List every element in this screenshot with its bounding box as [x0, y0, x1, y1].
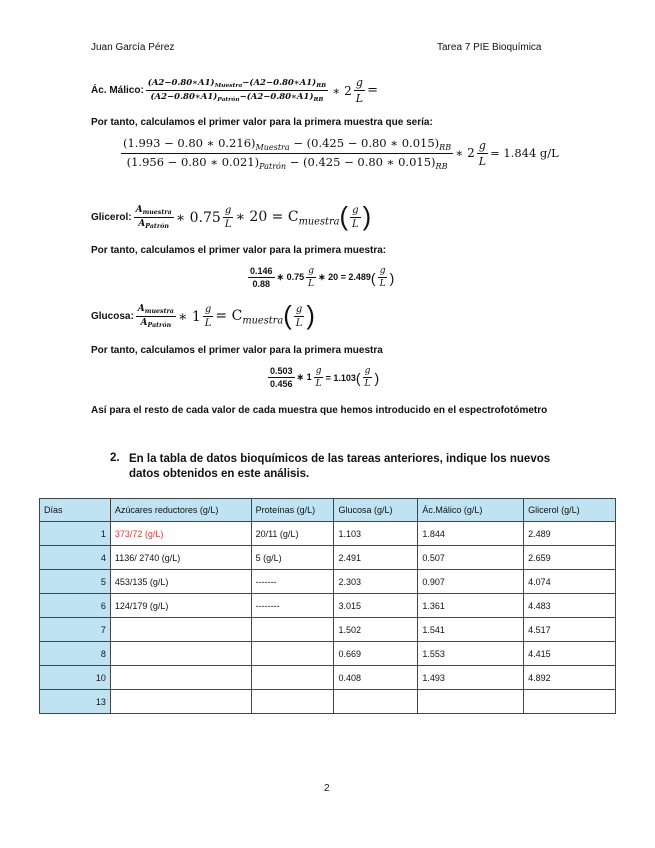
table-cell: 0.408 — [334, 666, 418, 690]
table-row — [40, 522, 616, 546]
table-cell: 1136/ 2740 (g/L) — [110, 546, 251, 570]
day-cell: 1 — [40, 522, 111, 546]
paragraph-4: Así para el resto de cada valor de cada muestra que hemos introducido en el espectrofotómetro — [91, 405, 548, 416]
malico-calc: $\frac{(1.993 - 0.80 ∗ 0.216)_{Muestra} - (0.425 - 0.80 ∗ 0.015)_{RB}}{(1.956 - 0.80 ∗ 0.021)_{Patrón} - (0.425 - 0.80 ∗ 0.015)_{RB}}$ ∗ 2 $\frac{g}{L}$ = 1.844 g/L — [123, 136, 559, 171]
table-cell — [251, 642, 334, 666]
glicerol-calc: $\frac{0.146}{0.88}$ ∗ 0.75 $\frac{g}{L}$ ∗ 20 = 2.489 ( $\frac{g}{L}$ ) — [250, 266, 395, 289]
table-row — [40, 618, 616, 642]
table-cell: 4.415 — [524, 642, 616, 666]
table-row — [40, 690, 616, 714]
table-cell: 1.361 — [418, 594, 524, 618]
table-cell: 373/72 (g/L) — [110, 522, 251, 546]
table-cell: 4.892 — [524, 666, 616, 690]
glucosa-formula: Glucosa: $\frac{A_{muestra}}{A_{Patrón}}$ ∗ 1 $\frac{g}{L}$ = $C_{muestra}$ ( $\frac{g}{L}$ ) — [91, 302, 315, 330]
day-cell: 7 — [40, 618, 111, 642]
table-cell: 1.103 — [334, 522, 418, 546]
table-cell: 0.669 — [334, 642, 418, 666]
day-cell: 5 — [40, 570, 111, 594]
paragraph-2: Por tanto, calculamos el primer valor para la primera muestra: — [91, 245, 387, 256]
day-cell: 8 — [40, 642, 111, 666]
table-cell: 1.502 — [334, 618, 418, 642]
malico-formula: Ác. Málico: $\frac{(A2-0.80∗A1)_{Muestra}-(A2-0.80∗A1)_{RB}}{(A2-0.80∗A1)_{Patrón}-(A2-0.80∗A1)_{RB}}$ ∗ 2 $\frac{g}{L}$ = — [91, 76, 378, 105]
table-cell — [334, 690, 418, 714]
malico-calc-result: = 1.844 g/L — [490, 146, 559, 161]
table-cell — [110, 618, 251, 642]
glucosa-calc: $\frac{0.503}{0.456}$ ∗ 1 $\frac{g}{L}$ = 1.103 ( $\frac{g}{L}$ ) — [270, 366, 380, 389]
table-cell — [418, 690, 524, 714]
table-row — [40, 666, 616, 690]
glicerol-label: Glicerol: — [91, 212, 132, 224]
question-number: 2. — [110, 452, 120, 464]
table-cell: 2.491 — [334, 546, 418, 570]
glicerol-formula: Glicerol: $\frac{A_{muestra}}{A_{Patrón}}$ ∗ 0.75 $\frac{g}{L}$ ∗ $20 = C_{muestra}$ ( $\frac{g}{L}$ ) — [91, 203, 372, 231]
malico-label: Ác. Málico: — [91, 85, 144, 96]
malico-calc-fraction: $\frac{(1.993 - 0.80 ∗ 0.216)_{Muestra} - (0.425 - 0.80 ∗ 0.015)_{RB}}{(1.956 - 0.80 ∗ 0.021)_{Patrón} - (0.425 - 0.80 ∗ 0.015)_{RB}}$ — [123, 136, 452, 171]
table-row — [40, 570, 616, 594]
table-cell: 2.489 — [524, 522, 616, 546]
table-cell — [110, 666, 251, 690]
table-header-row — [40, 499, 616, 522]
table-cell: 0.907 — [418, 570, 524, 594]
paragraph-3: Por tanto, calculamos el primer valor para la primera muestra — [91, 345, 383, 356]
paragraph-1: Por tanto, calculamos el primer valor para la primera muestra que sería: — [91, 117, 433, 128]
table-cell: 1.553 — [418, 642, 524, 666]
page-number: 2 — [324, 783, 330, 794]
table-cell — [110, 642, 251, 666]
question-text: En la tabla de datos bioquímicos de las tareas anteriores, indique los nuevos datos obtenidos en este análisis. — [129, 453, 551, 480]
table-cell — [524, 690, 616, 714]
table-cell: 4.074 — [524, 570, 616, 594]
table-cell — [251, 618, 334, 642]
table-row — [40, 642, 616, 666]
header-author: Juan García Pérez — [91, 42, 175, 53]
column-header: Ác.Málico (g/L) — [418, 499, 524, 522]
header-title: Tarea 7 PIE Bioquímica — [437, 42, 542, 53]
table-cell — [251, 666, 334, 690]
table-row — [40, 546, 616, 570]
biochem-data-table — [39, 498, 616, 714]
table-cell: 5 (g/L) — [251, 546, 334, 570]
table-cell — [110, 690, 251, 714]
table-cell: 4.483 — [524, 594, 616, 618]
malico-fraction: $\frac{(A2-0.80∗A1)_{Muestra}-(A2-0.80∗A1)_{RB}}{(A2-0.80∗A1)_{Patrón}-(A2-0.80∗A1)_{RB}}$ — [147, 77, 327, 104]
column-header: Días — [40, 499, 111, 522]
day-cell: 13 — [40, 690, 111, 714]
column-header: Glicerol (g/L) — [524, 499, 616, 522]
day-cell: 6 — [40, 594, 111, 618]
table-cell: -------- — [251, 594, 334, 618]
column-header: Proteínas (g/L) — [251, 499, 334, 522]
table-cell: 4.517 — [524, 618, 616, 642]
table-cell: 1.541 — [418, 618, 524, 642]
glucosa-label: Glucosa: — [91, 311, 134, 323]
column-header: Glucosa (g/L) — [334, 499, 418, 522]
table-cell: ------- — [251, 570, 334, 594]
table-cell: 2.659 — [524, 546, 616, 570]
table-cell: 20/11 (g/L) — [251, 522, 334, 546]
column-header: Azúcares reductores (g/L) — [110, 499, 251, 522]
table-cell: 1.844 — [418, 522, 524, 546]
table-cell — [251, 690, 334, 714]
table-row — [40, 594, 616, 618]
table-cell: 453/135 (g/L) — [110, 570, 251, 594]
table-cell: 2.303 — [334, 570, 418, 594]
table-cell: 3.015 — [334, 594, 418, 618]
table-cell: 1.493 — [418, 666, 524, 690]
day-cell: 10 — [40, 666, 111, 690]
table-cell: 124/179 (g/L) — [110, 594, 251, 618]
day-cell: 4 — [40, 546, 111, 570]
table-cell: 0.507 — [418, 546, 524, 570]
